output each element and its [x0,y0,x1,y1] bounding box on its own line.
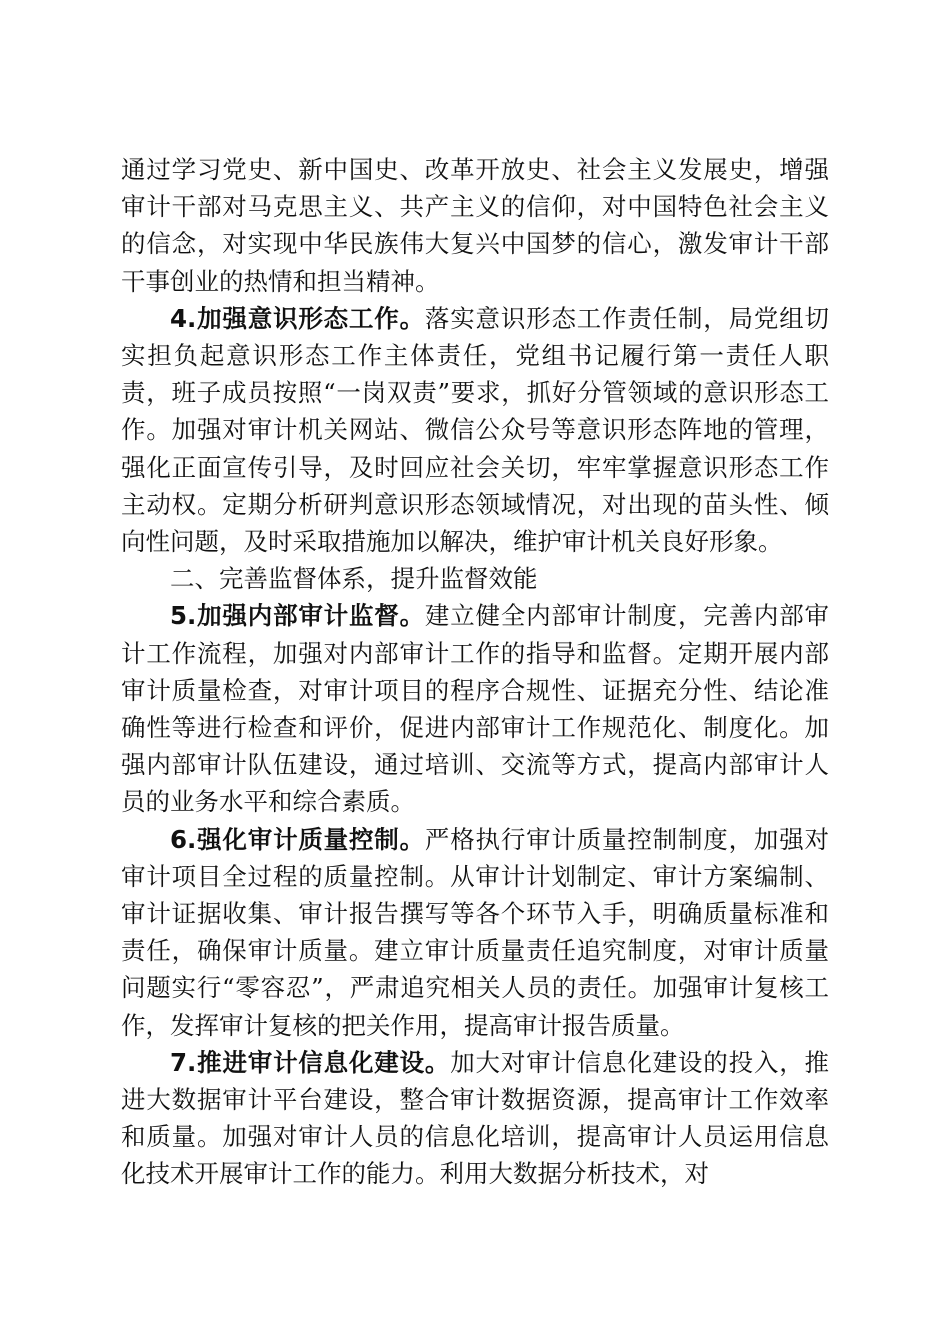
item-5-heading: 5.加强内部审计监督。 [170,601,425,631]
document-body [121,151,829,1193]
paragraph-item-4 [121,300,829,560]
item-7-text: 加大对审计信息化建设的投入，推进大数据审计平台建设，整合审计数据资源，提高审计工作效率和质量。加强对审计人员的信息化培训，提高审计人员运用信息化技术开展审计工作的能力。利用大数据分析技术，对 [121,1047,829,1189]
paragraph-item-7 [121,1044,829,1193]
item-6-text: 严格执行审计质量控制制度，加强对审计项目全过程的质量控制。从审计计划制定、审计方案编制、审计证据收集、审计报告撰写等各个环节入手，明确质量标准和责任，确保审计质量。建立审计质量责任追究制度，对审计质量问题实行“零容忍”，严肃追究相关人员的责任。加强审计复核工作，发挥审计复核的把关作用，提高审计报告质量。 [121,824,830,1040]
section-heading-text: 二、完善监督体系，提升监督效能 [170,564,538,594]
item-6-heading: 6.强化审计质量控制。 [170,824,425,854]
item-4-heading: 4.加强意识形态工作。 [170,303,425,333]
paragraph-text: 通过学习党史、新中国史、改革开放史、社会主义发展史，增强审计干部对马克思主义、共产主义的信仰，对中国特色社会主义的信念，对实现中华民族伟大复兴中国梦的信心，激发审计干部干事创业的热情和担当精神。 [121,155,829,296]
paragraph-item-5 [121,597,829,820]
paragraph-continuation [121,151,829,300]
item-5-text: 建立健全内部审计制度，完善内部审计工作流程，加强对内部审计工作的指导和监督。定期开展内部审计质量检查，对审计项目的程序合规性、证据充分性、结论准确性等进行检查和评价，促进内部审计工作规范化、制度化。加强内部审计队伍建设，通过培训、交流等方式，提高内部审计人员的业务水平和综合素质。 [121,601,830,817]
paragraph-item-6 [121,821,829,1044]
item-4-text: 落实意识形态工作责任制，局党组切实担负起意识形态工作主体责任，党组书记履行第一责任人职责，班子成员按照“一岗双责”要求，抓好分管领域的意识形态工作。加强对审计机关网站、微信公众号等意识形态阵地的管理，强化正面宣传引导，及时回应社会关切，牢牢掌握意识形态工作主动权。定期分析研判意识形态领域情况，对出现的苗头性、倾向性问题，及时采取措施加以解决，维护审计机关良好形象。 [121,303,830,557]
item-7-heading: 7.推进审计信息化建设。 [170,1047,451,1077]
section-heading-2 [121,560,829,597]
